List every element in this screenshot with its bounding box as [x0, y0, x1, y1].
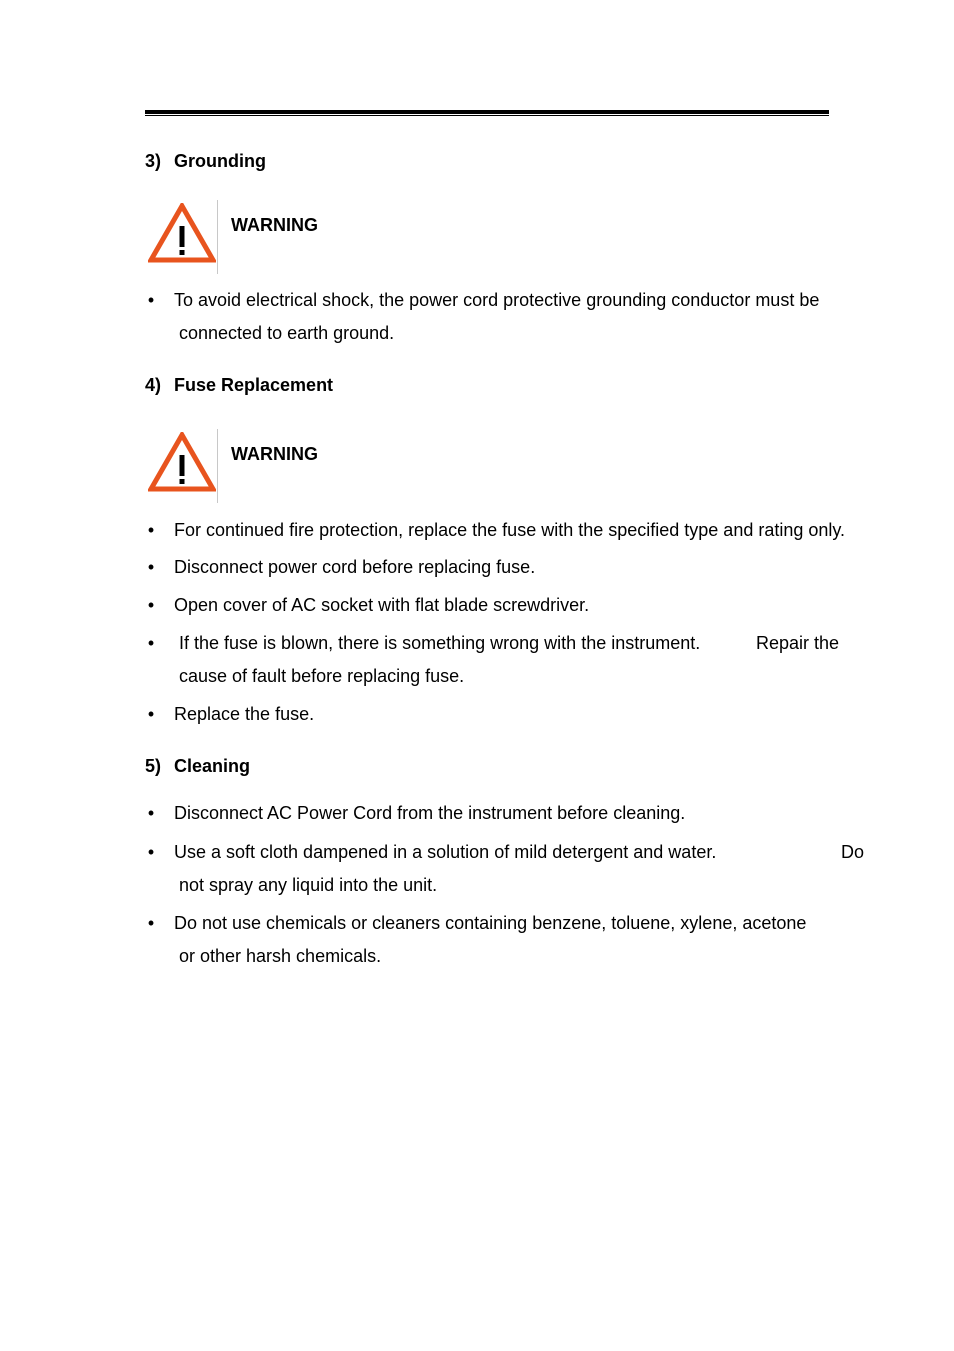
section-number: 3) [145, 151, 162, 171]
bullet-marker: • [147, 595, 155, 615]
list-item-text-continued: cause of fault before replacing fuse. [179, 666, 465, 686]
warning-divider [217, 200, 218, 274]
section-title: Fuse Replacement [174, 375, 334, 395]
warning-triangle-icon [148, 432, 216, 492]
bullet-marker: • [147, 557, 155, 577]
warning-label: WARNING [231, 444, 318, 464]
bullet-marker: • [147, 633, 155, 653]
section-number: 5) [145, 756, 162, 776]
bullet-marker: • [147, 803, 155, 823]
bullet-marker: • [147, 704, 155, 724]
section-number: 4) [145, 375, 162, 395]
list-item-text: Disconnect power cord before replacing fuse. [174, 557, 536, 577]
list-item-text-continued: not spray any liquid into the unit. [179, 875, 438, 895]
list-item-text-continued: connected to earth ground. [179, 323, 395, 343]
section-heading-grounding [145, 151, 266, 172]
warning-triangle-icon [148, 203, 216, 263]
section-heading-cleaning [145, 756, 250, 777]
bullet-marker: • [147, 290, 155, 310]
list-item-text: Use a soft cloth dampened in a solution of mild detergent and water. [174, 842, 717, 862]
bullet-marker: • [147, 913, 155, 933]
section-title: Cleaning [174, 756, 251, 776]
header-rule [145, 110, 829, 117]
warning-divider [217, 429, 218, 503]
list-item-text: Disconnect AC Power Cord from the instrument before cleaning. [174, 803, 686, 823]
bullet-marker: • [147, 520, 155, 540]
warning-block [145, 200, 345, 274]
warning-block [145, 429, 345, 503]
list-item-text-tail: Repair the [756, 633, 840, 653]
section-heading-fuse-replacement [145, 375, 333, 396]
list-item-text: Do not use chemicals or cleaners containing benzene, toluene, xylene, acetone [174, 913, 807, 933]
list-item-text: If the fuse is blown, there is something wrong with the instrument. [179, 633, 701, 653]
list-item-text-continued: or other harsh chemicals. [179, 946, 382, 966]
bullet-marker: • [147, 842, 155, 862]
warning-label: WARNING [231, 215, 318, 235]
section-title: Grounding [174, 151, 266, 171]
list-item-text: Open cover of AC socket with flat blade screwdriver. [174, 595, 590, 615]
list-item-text: Replace the fuse. [174, 704, 315, 724]
list-item-text-tail: Do [841, 842, 865, 862]
list-item-text: To avoid electrical shock, the power cord protective grounding conductor must be [174, 290, 820, 310]
list-item-text: For continued fire protection, replace the fuse with the specified type and rating only. [174, 520, 846, 540]
